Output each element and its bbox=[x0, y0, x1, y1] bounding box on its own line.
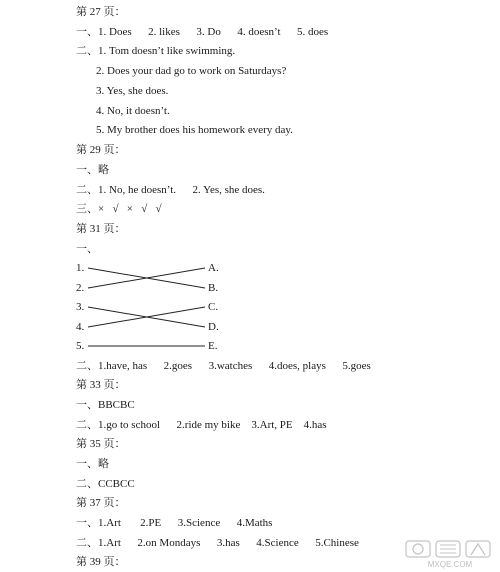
page-27-section-2-item-4: 4. No, it doesn’t. bbox=[96, 105, 170, 117]
page-35-section-1: 一、略 bbox=[76, 458, 109, 470]
page-29-section-2: 二、1. No, he doesn’t. 2. Yes, she does. bbox=[76, 184, 265, 196]
match-left-4: 4. bbox=[76, 321, 85, 333]
page-29-section-1: 一、略 bbox=[76, 164, 109, 176]
page-39-heading: 第 39 页： bbox=[76, 556, 126, 568]
match-right-a: A. bbox=[208, 262, 219, 274]
page-35-heading: 第 35 页： bbox=[76, 438, 126, 450]
match-left-3: 3. bbox=[76, 301, 85, 313]
page-31-section-1: 一、 bbox=[76, 243, 98, 255]
page-31-heading: 第 31 页： bbox=[76, 223, 126, 235]
match-left-1: 1. bbox=[76, 262, 85, 274]
match-left-5: 5. bbox=[76, 340, 85, 352]
match-right-e: E. bbox=[208, 340, 218, 352]
page-29-section-3: 三、× √ × √ √ bbox=[76, 203, 162, 215]
match-right-b: B. bbox=[208, 282, 219, 294]
page-27-section-2-item-2: 2. Does your dad go to work on Saturdays? bbox=[96, 65, 287, 77]
match-right-d: D. bbox=[208, 321, 219, 333]
page-37-section-2: 二、1.Art 2.on Mondays 3.has 4.Science 5.Chinese bbox=[76, 537, 359, 549]
page-33-section-2: 二、1.go to school 2.ride my bike 3.Art, PE 4.has bbox=[76, 419, 327, 431]
page-33-heading: 第 33 页： bbox=[76, 379, 126, 391]
page-37-heading: 第 37 页： bbox=[76, 497, 126, 509]
page-27-heading: 第 27 页： bbox=[76, 6, 126, 18]
watermark-text: MXQE.COM bbox=[427, 560, 473, 569]
answer-stamp-icon bbox=[404, 539, 496, 569]
page-35-section-2: 二、CCBCC bbox=[76, 478, 135, 490]
page-37-section-1: 一、1.Art 2.PE 3.Science 4.Maths bbox=[76, 517, 273, 529]
page-27-section-2-item-1: 二、1. Tom doesn’t like swimming. bbox=[76, 45, 236, 57]
page-33-section-1: 一、BBCBC bbox=[76, 399, 135, 411]
page-27-section-2-item-5: 5. My brother does his homework every day. bbox=[96, 124, 293, 136]
page-27-section-1: 一、1. Does 2. likes 3. Do 4. doesn’t 5. does bbox=[76, 26, 329, 38]
page-27-section-2-item-3: 3. Yes, she does. bbox=[96, 85, 169, 97]
page-29-heading: 第 29 页： bbox=[76, 144, 126, 156]
match-right-c: C. bbox=[208, 301, 219, 313]
match-left-2: 2. bbox=[76, 282, 85, 294]
page-31-section-2: 二、1.have, has 2.goes 3.watches 4.does, plays 5.goes bbox=[76, 360, 371, 372]
